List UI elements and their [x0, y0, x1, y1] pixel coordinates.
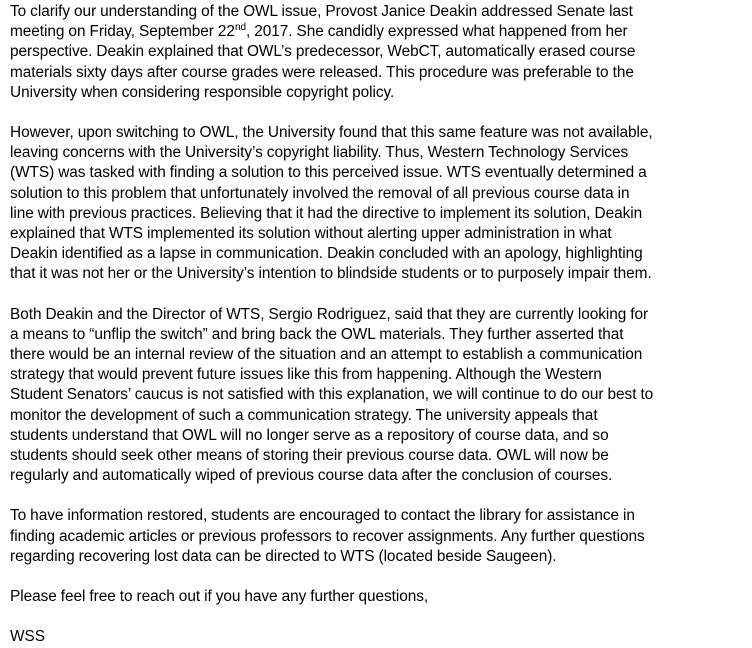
text-line: To clarify our understanding of the OWL issue, Provost Janice Deakin addressed Senate last: [10, 3, 633, 20]
paragraph-closing: [10, 587, 748, 607]
text-fragment: , 2017. She candidly expressed what happened from her: [245, 23, 628, 41]
text-line: regarding recovering lost data can be directed to WTS (located beside Saugeen).: [10, 547, 557, 565]
text-line: students understand that OWL will no longer serve as a repository of course data, and so: [10, 426, 609, 444]
paragraph-owl-switch: [10, 123, 748, 285]
text-line: perspective. Deakin explained that OWL’s predecessor, WebCT, automatically erased course: [10, 43, 636, 61]
text-line: line with previous practices. Believing that it had the directive to implement its solution, Deakin: [10, 204, 643, 222]
text-line: that it was not her or the University’s intention to blindside students or to purposely impair them.: [10, 265, 652, 283]
paragraph-wts-response: [10, 305, 748, 487]
text-line: regularly and automatically wiped of previous course data after the conclusion of courses.: [10, 467, 613, 485]
text-line: To have information restored, students are encouraged to contact the library for assistance in: [10, 507, 635, 525]
text-line: WSS: [10, 628, 45, 646]
paragraph-senate-meeting: [10, 2, 748, 103]
text-line: students should seek other means of storing their previous course data. OWL will now be: [10, 447, 609, 465]
text-line: finding academic articles or previous professors to recover assignments. Any further questions: [10, 527, 645, 545]
ordinal-suffix: nd: [234, 22, 246, 34]
text-line: Student Senators’ caucus is not satisfied with this explanation, we will continue to do our best to: [10, 386, 654, 404]
text-line: University when considering responsible copyright policy.: [10, 83, 395, 101]
text-line: monitor the development of such a communication strategy. The university appeals that: [10, 406, 598, 424]
signature: [10, 627, 748, 647]
text-line: Deakin identified as a lapse in communication. Deakin concluded with an apology, highlighting: [10, 245, 643, 263]
text-line: strategy that would prevent future issues like this from happening. Although the Western: [10, 366, 602, 384]
text-line: [10, 22, 748, 42]
text-line: Both Deakin and the Director of WTS, Sergio Rodriguez, said that they are currently looking for: [10, 305, 649, 323]
text-line: Please feel free to reach out if you have any further questions,: [10, 588, 429, 606]
text-line: materials sixty days after course grades were released. This procedure was preferable to the: [10, 63, 634, 81]
text-line: solution to this problem that unfortunately involved the removal of all previous course data in: [10, 184, 630, 202]
text-line: explained that WTS implemented its solution without alerting upper administration in what: [10, 225, 612, 243]
text-fragment: meeting on Friday, September 22: [10, 23, 235, 41]
text-line: leaving concerns with the University’s copyright liability. Thus, Western Technology Services: [10, 144, 629, 162]
text-line: (WTS) was tasked with finding a solution to this perceived issue. WTS eventually determined a: [10, 164, 647, 182]
paragraph-restore-info: [10, 506, 748, 567]
text-line: a means to “unflip the switch” and bring back the OWL materials. They further asserted that: [10, 325, 624, 343]
text-line: However, upon switching to OWL, the University found that this same feature was not available,: [10, 124, 653, 142]
text-line: there would be an internal review of the situation and an attempt to establish a communication: [10, 346, 643, 364]
